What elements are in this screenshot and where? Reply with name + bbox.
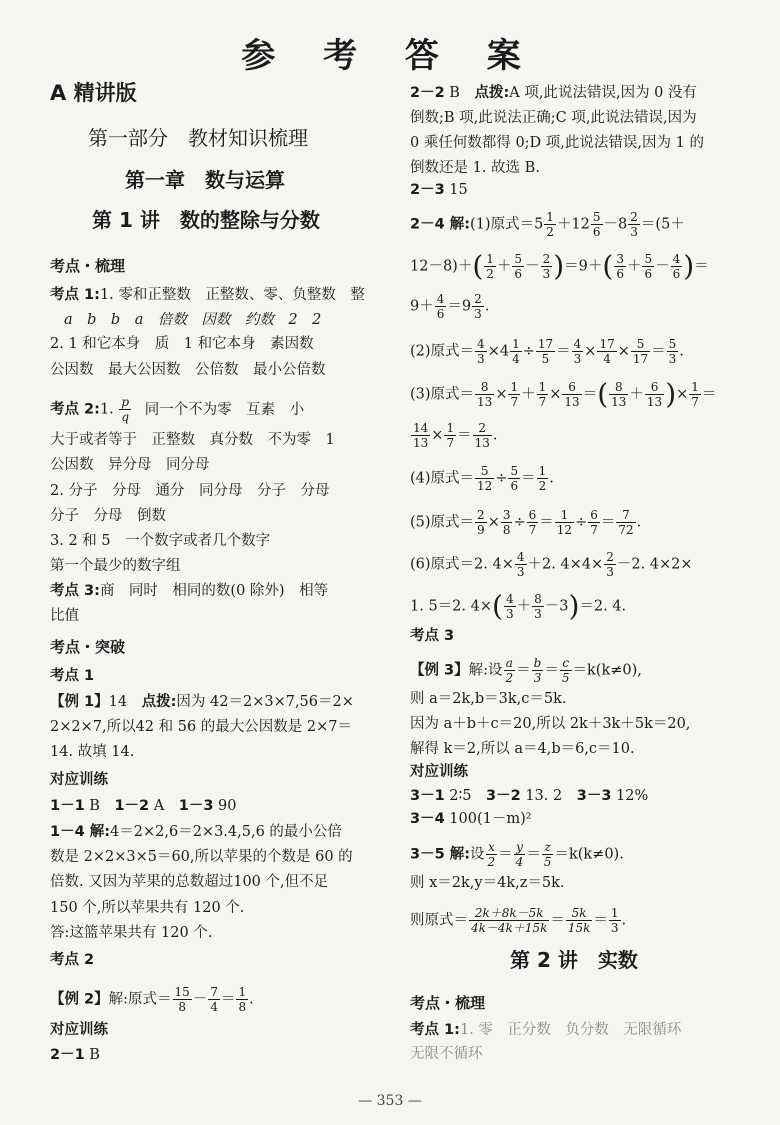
kaodian2-line-4: 2. 分子 分母 通分 同分母 分子 分母	[50, 483, 330, 499]
training2-2-line-4: 倒数还是 1. 故选 B.	[410, 160, 540, 176]
training1-4-line-2: 数是 2×2×3×5＝60,所以苹果的个数是 60 的	[50, 849, 353, 865]
training1-4-line-4: 150 个,所以苹果共有 120 个.	[50, 900, 245, 916]
training2-2-line-3: 0 乘任何数都得 0;D 项,此说法错误,因为 1 的	[410, 135, 704, 151]
training3-5-line: 3－5 解:设 $\frac{x}{2}$ ＝ $\frac{y}{4}$ ＝ $\frac{z}{5}$ ＝k(k≠0).	[410, 840, 624, 869]
part2-line: (2)原式＝ $\frac{4}{3}$ ×4 $\frac{1}{4}$ ÷ $\frac{17}{5}$ ＝ $\frac{4}{3}$ × $\frac{17}{4}$ × $\frac{5}{17}$ ＝ $\frac{5}{3}$ .	[410, 337, 684, 366]
example1-line-2: 2×2×7,所以42 和 56 的最大公因数是 2×7＝	[50, 719, 353, 735]
kaodian1-line: 考点 1:1. 零和正整数 正整数、零、负整数 整	[50, 287, 365, 303]
part6-line: (6)原式＝2. 4× $\frac{4}{3}$ ＋2. 4×4× $\frac{2}{3}$ －2. 4×2×	[410, 550, 693, 579]
kaodian3-line: 考点 3:商 同时 相同的数(0 除外) 相等	[50, 583, 329, 599]
section-review-heading: 考点・梳理	[50, 257, 126, 275]
kaodian-1-sub: 考点 1	[50, 668, 95, 684]
kaodian3-line-2: 比值	[50, 608, 79, 624]
part3-line: (3)原式＝ $\frac{8}{13}$ × $\frac{1}{7}$ ＋ $\frac{1}{7}$ × $\frac{6}{13}$ ＝( $\frac{8}{13}$ ＋ $\frac{6}{13}$ )× $\frac{1}{7}$ ＝	[410, 377, 717, 411]
kaodian2-line-2: 大于或者等于 正整数 真分数 不为零 1	[50, 432, 335, 448]
part6-line-2: 1. 5＝2. 4×( $\frac{4}{3}$ ＋ $\frac{8}{3}$ －3)＝2. 4.	[410, 589, 627, 623]
training1-answers: 1－1 B 1－2 A 1－3 90	[50, 798, 237, 814]
training2-2-line-2: 倒数;B 项,此说法正确;C 项,此说法错误,因为	[410, 110, 697, 126]
training1-4-line-3: 倍数. 又因为苹果的总数超过100 个,但不足	[50, 874, 329, 890]
training2-3: 2－3 15	[410, 182, 468, 198]
part-heading: 第一部分 教材知识梳理	[88, 126, 308, 150]
kaodian-2-sub: 考点 2	[50, 952, 95, 968]
kaodian2-line: 考点 2:1. $\frac{p}{q}$ 同一个不为零 互素 小	[50, 395, 305, 424]
example3-line-4: 解得 k＝2,所以 a＝4,b＝6,c＝10.	[410, 741, 635, 757]
kaodian1-line-2: a b b a 倍数 因数 约数 2 2	[64, 312, 322, 328]
lecture2-kaodian1-line-2: 无限不循环	[410, 1046, 483, 1062]
kaodian1-line-3: 2. 1 和它本身 质 1 和它本身 素因数	[50, 336, 314, 352]
training3-answers: 3－1 2∶5 3－2 13. 2 3－3 12%	[410, 788, 649, 804]
example3-line: 【例 3】解:设 $\frac{a}{2}$ ＝ $\frac{b}{3}$ ＝ $\frac{c}{5}$ ＝k(k≠0),	[410, 656, 642, 685]
example1-line: 【例 1】14 点拨:因为 42＝2×3×7,56＝2×	[50, 694, 354, 710]
training2-4-line-1: 2－4 解:(1)原式＝5 $\frac{1}{2}$ ＋12 $\frac{5}{6}$ －8 $\frac{2}{3}$ ＝(5＋	[410, 210, 685, 239]
fraction: $\frac{p}{q}$	[121, 395, 130, 424]
example1-line-3: 14. 故填 14.	[50, 744, 135, 760]
training1-4-answer: 答:这篮苹果共有 120 个.	[50, 925, 213, 941]
training2-1: 2－1 B	[50, 1047, 100, 1063]
part3-line-2: $\frac{14}{13}$ × $\frac{1}{7}$ ＝ $\frac{2}{13}$ .	[413, 421, 498, 450]
training3-5-line-2: 则 x＝2k,y＝4k,z＝5k.	[410, 875, 565, 891]
training3-5-line-3: 则原式＝ $\frac{2k+8k-5k}{4k-4k+15k}$ ＝ $\frac{5k}{15k}$ ＝ $\frac{1}{3}$ .	[410, 906, 627, 935]
example3-line-3: 因为 a＋b＋c＝20,所以 2k＋3k＋5k＝20,	[410, 716, 691, 732]
training3-4: 3－4 100(1－m)²	[410, 811, 532, 827]
kaodian2-line-5: 分子 分母 倒数	[50, 508, 166, 524]
training2-2-line: 2－2 B 点拨:A 项,此说法错误,因为 0 没有	[410, 85, 698, 101]
example3-line-2: 则 a＝2k,b＝3k,c＝5k.	[410, 691, 567, 707]
kaodian-label: 考点 1:	[50, 287, 100, 303]
example2-line: 【例 2】解:原式＝ $\frac{15}{8}$ － $\frac{7}{4}$ ＝ $\frac{1}{8}$ .	[50, 985, 254, 1014]
part4-line: (4)原式＝ $\frac{5}{12}$ ÷ $\frac{5}{6}$ ＝ $\frac{1}{2}$ .	[410, 464, 554, 493]
training-heading-3: 对应训练	[410, 764, 468, 780]
part5-line: (5)原式＝ $\frac{2}{9}$ × $\frac{3}{8}$ ÷ $\frac{6}{7}$ ＝ $\frac{1}{12}$ ÷ $\frac{6}{7}$ ＝ $\frac{7}{72}$ .	[410, 508, 642, 537]
kaodian2-line-7: 第一个最少的数字组	[50, 558, 181, 574]
training2-4-line-2: 12－8)＋( $\frac{1}{2}$ ＋ $\frac{5}{6}$ － $\frac{2}{3}$ )＝9＋( $\frac{3}{6}$ ＋ $\frac{5}{6}$ － $\frac{4}{6}$ )＝	[410, 249, 709, 283]
chapter-heading: 第一章 数与运算	[125, 168, 285, 192]
lecture2-kaodian1: 考点 1:1. 零 正分数 负分数 无限循环	[410, 1022, 682, 1038]
training1-4-line: 1－4 解:4＝2×2,6＝2×3.4,5,6 的最小公倍	[50, 824, 342, 840]
section-break-heading: 考点・突破	[50, 638, 126, 656]
kaodian2-line-3: 公因数 异分母 同分母	[50, 457, 210, 473]
kaodian-3-sub: 考点 3	[410, 628, 455, 644]
page-number: — 353 —	[358, 1093, 422, 1109]
kaodian1-line-4: 公因数 最大公因数 公倍数 最小公倍数	[50, 362, 326, 378]
lecture2-heading: 第 2 讲 实数	[510, 948, 638, 972]
section-review2-heading: 考点・梳理	[410, 994, 486, 1012]
training-heading-2: 对应训练	[50, 1022, 108, 1038]
training2-4-line-3: 9＋ $\frac{4}{6}$ ＝9 $\frac{2}{3}$ .	[410, 292, 490, 321]
training-heading-1: 对应训练	[50, 772, 108, 788]
kaodian2-line-6: 3. 2 和 5 一个数字或者几个数字	[50, 533, 271, 549]
page-title: 参 考 答 案	[241, 36, 539, 76]
lecture-heading: 第 1 讲 数的整除与分数	[92, 208, 320, 232]
version-heading: A 精讲版	[50, 81, 137, 105]
